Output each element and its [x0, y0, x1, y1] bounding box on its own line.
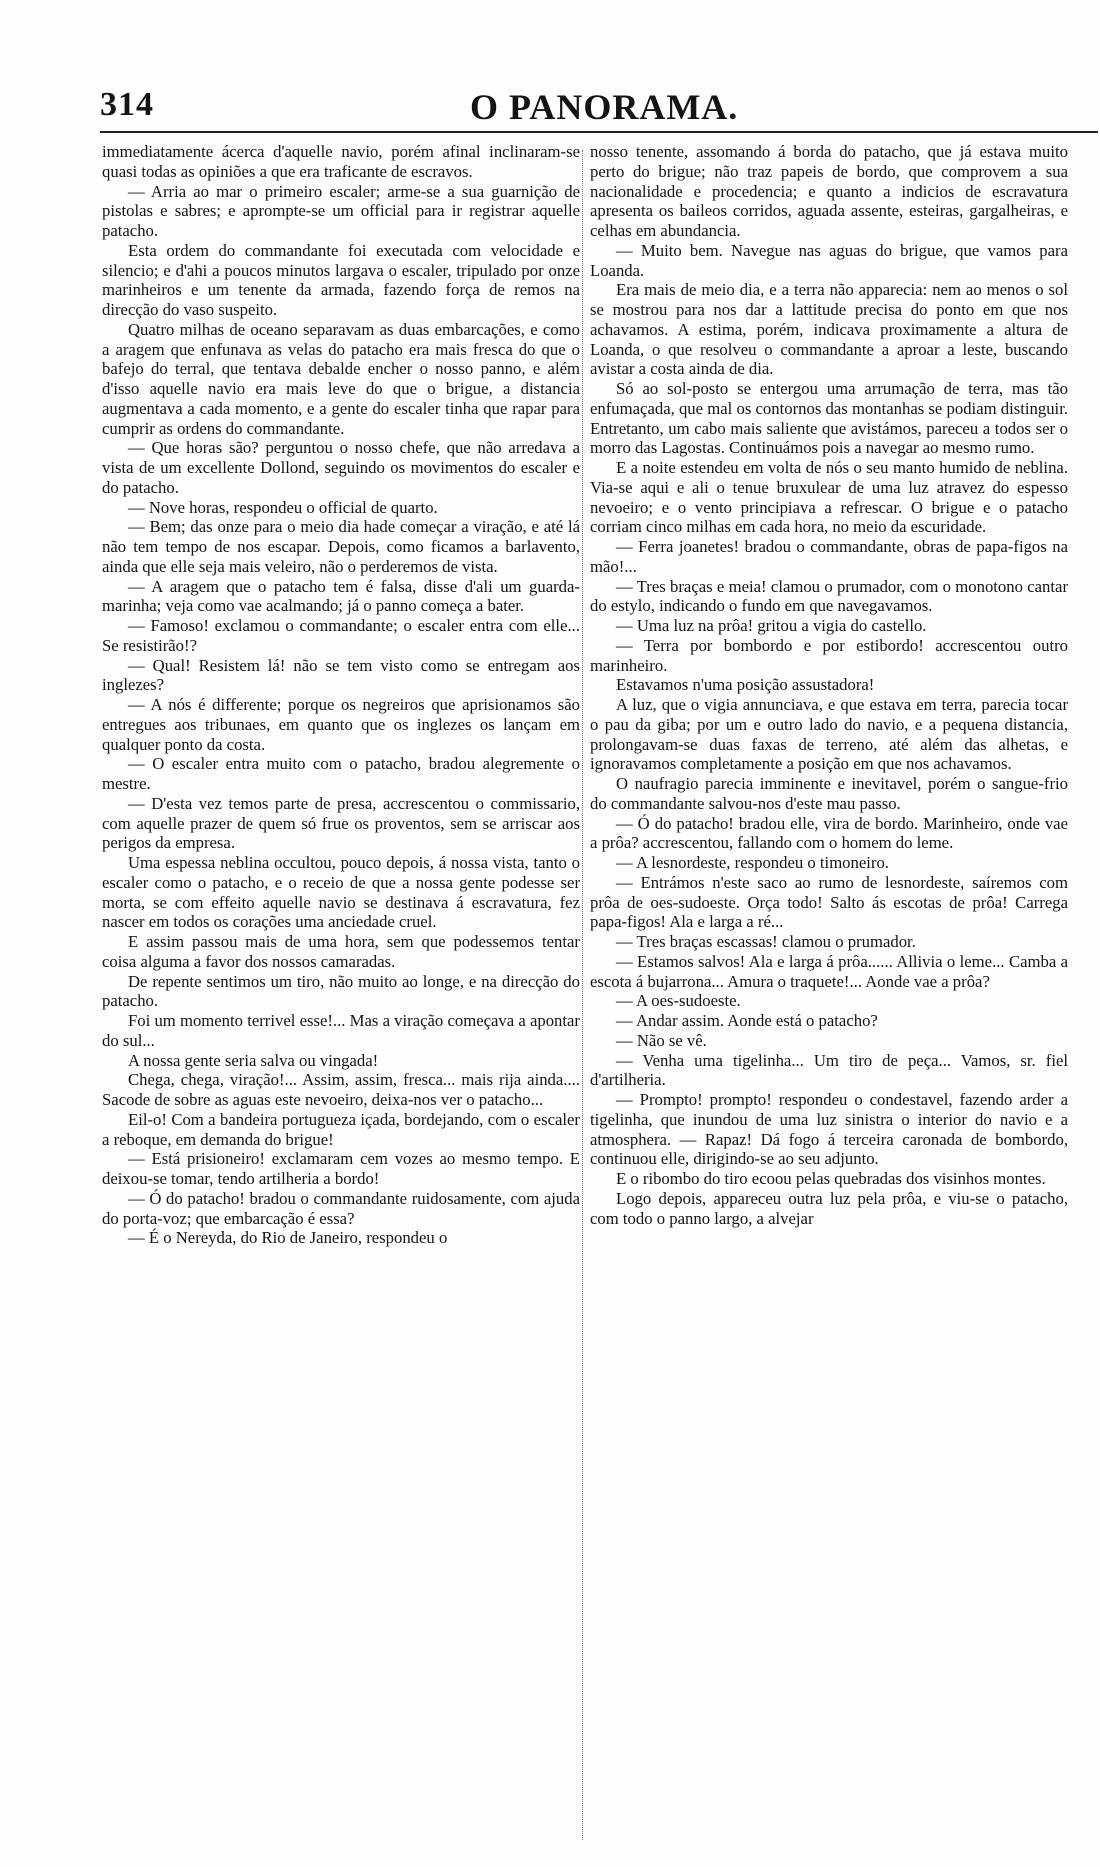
- paragraph: O naufragio parecia imminente e inevitavel, porém o sangue-frio do commandante salvou-nos d'este mau passo.: [590, 774, 1068, 813]
- paragraph: Esta ordem do commandante foi executada com velocidade e silencio; e d'ahi a poucos minutos largava o escaler, tripulado por onze marinheiros e um tenente da armada, fazendo força de remos na direcção do vaso suspeito.: [102, 240, 580, 319]
- right-column: [590, 142, 1068, 1852]
- header-rule: [100, 131, 1098, 133]
- paragraph: nosso tenente, assomando á borda do patacho, que já estava muito perto do brigue; não traz papeis de bordo, que comprovem a sua nacionalidade e procedencia; e quanto a indicios de escravatura apresenta os baileos corridos, aguada assente, esteiras, gargalheiras, e celhas em abundancia.: [590, 142, 1068, 240]
- paragraph: — Qual! Resistem lá! não se tem visto como se entregam aos inglezes?: [102, 655, 580, 695]
- paragraph: — Prompto! prompto! respondeu o condestavel, fazendo arder a tigelinha, que inundou de uma luz sinistra o interior do navio e a atmosphera. — Rapaz! Dá fogo á terceira caronada de bombordo, continuou elle, dirigindo-se ao seu adjunto.: [590, 1090, 1068, 1169]
- paragraph: — A lesnordeste, respondeu o timoneiro.: [616, 853, 889, 872]
- paragraph: immediatamente ácerca d'aquelle navio, porém afinal inclinaram-se quasi todas as opiniões a que era traficante de escravos.: [102, 142, 580, 181]
- paragraph: — Ferra joanetes! bradou o commandante, obras de papa-figos na mão!...: [590, 537, 1068, 576]
- paragraph: — Venha uma tigelinha... Um tiro de peça... Vamos, sr. fiel d'artilheria.: [590, 1050, 1068, 1090]
- paragraph: — A aragem que o patacho tem é falsa, disse d'ali um guarda-marinha; veja como vae acalmando; já o panno começa a bater.: [102, 576, 580, 616]
- paragraph: — Tres braças escassas! clamou o prumador.: [616, 932, 916, 951]
- paragraph: Só ao sol-posto se entergou uma arrumação de terra, mas tão enfumaçada, que mal os contornos das montanhas se podiam distinguir. Entretanto, um cabo mais saliente que avistámos, pareceu a todos ser o morro das Lagostas. Continuámos pois a navegar ao mesmo rumo.: [590, 379, 1068, 458]
- paragraph: — Tres braças e meia! clamou o prumador, com o monotono cantar do estylo, indicando o fundo em que navegavamos.: [590, 576, 1068, 616]
- paragraph: — Não se vê.: [616, 1030, 707, 1050]
- paragraph: — Que horas são? perguntou o nosso chefe, que não arredava a vista de um excellente Dollond, seguindo os movimentos do escaler e do patacho.: [102, 438, 580, 497]
- paragraph: Quatro milhas de oceano separavam as duas embarcações, e como a aragem que enfunava as velas do patacho era mais fresca do que o bafejo do terral, que tentava debalde encher o nosso panno, e além d'isso aquelle navio era mais leve do que o brigue, a distancia augmentava a cada momento, e a gente do escaler tinha que rapar para cumprir as ordens do commandante.: [102, 319, 580, 438]
- paragraph: — A nós é differente; porque os negreiros que aprisionamos são entregues aos tribunaes, em quanto que os inglezes os lançam em qualquer ponto da costa.: [102, 695, 580, 754]
- paragraph: E a noite estendeu em volta de nós o seu manto humido de neblina. Via-se aqui e ali o tenue bruxulear de uma luz atravez do espesso nevoeiro; e o vento principiava a refrescar. O brigue e o patacho corriam cinco milhas em cada hora, no meio da escuridade.: [590, 458, 1068, 537]
- paragraph: E o ribombo do tiro ecoou pelas quebradas dos visinhos montes.: [616, 1169, 1046, 1188]
- page-header: [100, 86, 1100, 146]
- running-title: O PANORAMA.: [470, 87, 739, 127]
- paragraph: — Andar assim. Aonde está o patacho?: [616, 1011, 878, 1030]
- page-number: 314: [100, 86, 154, 123]
- paragraph: — Famoso! exclamou o commandante; o escaler entra com elle... Se resistirão!?: [102, 616, 580, 655]
- paragraph: Estavamos n'uma posição assustadora!: [616, 675, 875, 695]
- paragraph: De repente sentimos um tiro, não muito ao longe, e na direcção do patacho.: [102, 971, 580, 1011]
- left-column: [102, 142, 580, 1852]
- paragraph: A luz, que o vigia annunciava, e que estava em terra, parecia tocar o pau da giba; por um e outro lado do navio, e a pequena distancia, prolongavam-se duas faxas de terreno, até além das alhetas, e ignoravamos completamente a posição em que nos achavamos.: [590, 695, 1068, 774]
- paragraph: — O escaler entra muito com o patacho, bradou alegremente o mestre.: [102, 754, 580, 793]
- paragraph: A nossa gente seria salva ou vingada!: [128, 1050, 379, 1070]
- paragraph: Era mais de meio dia, e a terra não apparecia: nem ao menos o sol se mostrou para nos dar a lattitude precisa do ponto em que nos achavamos. A estima, porém, indicava proximamente a altura de Loanda, o que resolveu o commandante a aproar a leste, buscando avistar a costa ainda de dia.: [590, 280, 1068, 379]
- column-divider: [582, 150, 583, 1840]
- paragraph: — Nove horas, respondeu o official de quarto.: [128, 497, 438, 517]
- paragraph: — Ó do patacho! bradou o commandante ruidosamente, com ajuda do porta-voz; que embarcação é essa?: [102, 1188, 580, 1228]
- paragraph: Logo depois, appareceu outra luz pela prôa, e viu-se o patacho, com todo o panno largo, a alvejar: [590, 1188, 1068, 1228]
- paragraph: — Terra por bombordo e por estibordo! accrescentou outro marinheiro.: [590, 635, 1068, 675]
- paragraph: — D'esta vez temos parte de presa, accrescentou o commissario, com aquelle prazer de quem só frue os proventos, sem se arriscar aos perigos da empresa.: [102, 793, 580, 853]
- paragraph: — Arria ao mar o primeiro escaler; arme-se a sua guarnição de pistolas e sabres; e apromptе-se um official para ir registrar aquelle patacho.: [102, 181, 580, 240]
- paragraph: — Ó do patacho! bradou elle, vira de bordo. Marinheiro, onde vae a prôa? accrescentou, fallando com o homem do leme.: [590, 813, 1068, 853]
- paragraph: — Está prisioneiro! exclamaram cem vozes ao mesmo tempo. E deixou-se tomar, tendo artilheria a bordo!: [102, 1149, 580, 1188]
- paragraph: E assim passou mais de uma hora, sem que podessemos tentar coisa alguma a favor dos nossos camaradas.: [102, 932, 580, 971]
- paragraph: — Estamos salvos! Ala e larga á prôa...... Allivia o leme... Camba a escota á bujarrona... Amura o traquete!... Aonde vae a prôa?: [590, 951, 1068, 991]
- paragraph: Eil-o! Com a bandeira portugueza içada, bordejando, com o escaler a reboque, em demanda do brigue!: [102, 1109, 580, 1149]
- paragraph: — Uma luz na prôa! gritou a vigia do castello.: [616, 616, 927, 635]
- paragraph: — Entrámos n'este saco ao rumo de lesnordeste, saíremos com prôa de oes-sudoeste. Orça todo! Salto ás escotas de prôa! Carrega papa-figos! Ala e larga a ré...: [590, 872, 1068, 932]
- paragraph: Chega, chega, viração!... Assim, assim, fresca... mais rija ainda.... Sacode de sobre as aguas este nevoeiro, deixa-nos ver o patacho...: [102, 1070, 580, 1109]
- paragraph: — É o Nereyda, do Rio de Janeiro, respondeu o: [128, 1228, 448, 1248]
- paragraph: — Muito bem. Navegue nas aguas do brigue, que vamos para Loanda.: [590, 240, 1068, 280]
- paragraph: — Bem; das onze para o meio dia hade começar a viração, e até lá não tem tempo de nos escapar. Depois, como ficamos a barlavento, ainda que elle seja mais veleiro, não o perderemos de vista.: [102, 517, 580, 576]
- paragraph: Foi um momento terrivel esse!... Mas a viração começava a apontar do sul...: [102, 1011, 580, 1050]
- paragraph: Uma espessa neblina occultou, pouco depois, á nossa vista, tanto o escaler como o patacho, e o receio de que a nossa gente podesse ser morta, se com effeito aquelle navio se destinava á escravatura, fez nascer em todos os corações uma anciedade cruel.: [102, 853, 580, 932]
- paragraph: — A oes-sudoeste.: [616, 991, 741, 1011]
